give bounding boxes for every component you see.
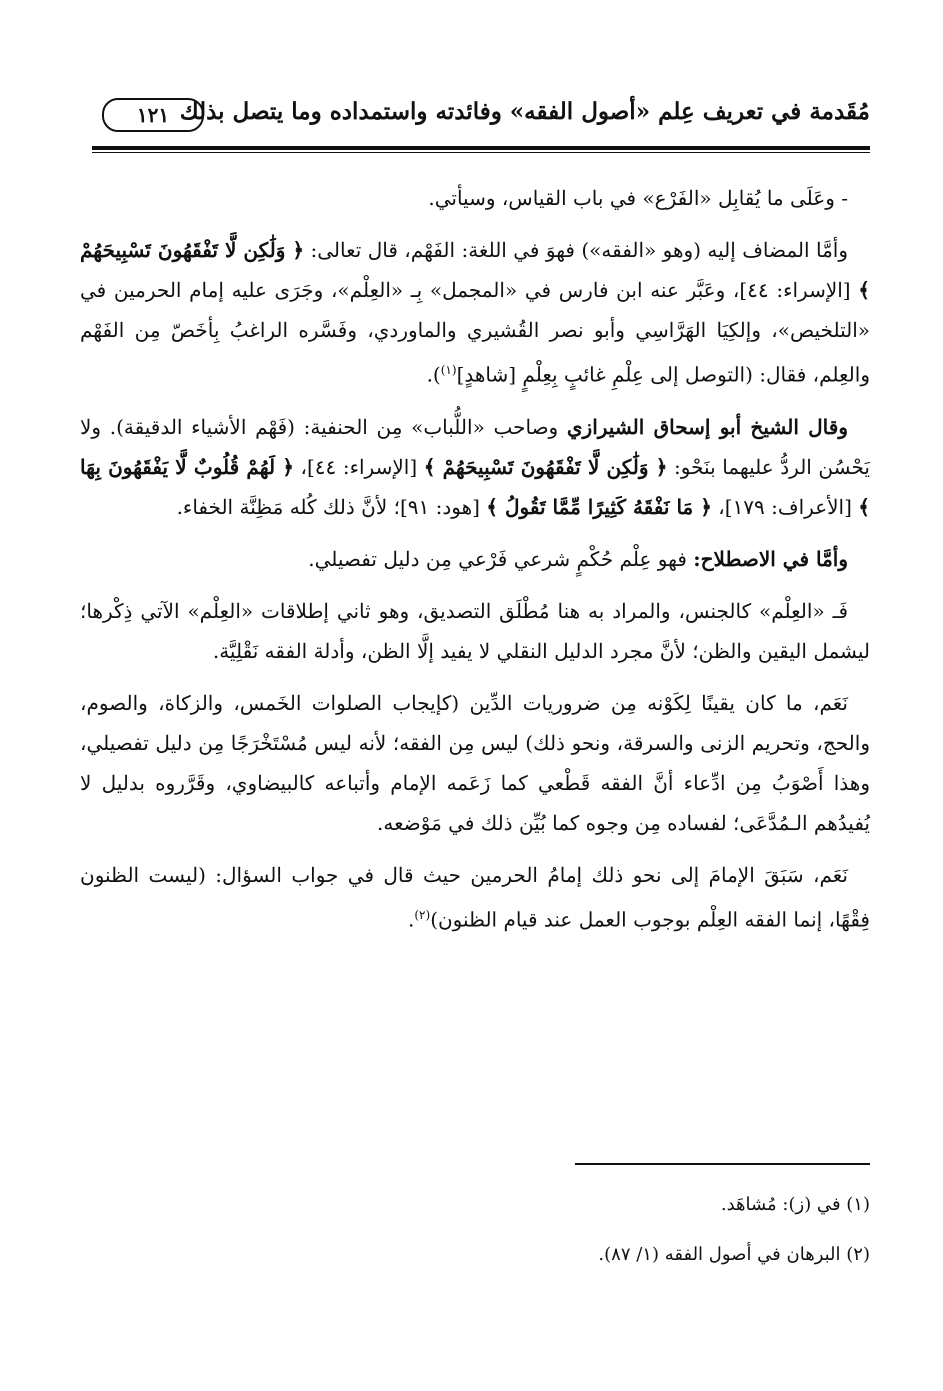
para2-text-a: وأمَّا المضاف إليه (وهو «الفقه») فهوَ في اللغة: الفَهْم، قال تعالى:	[304, 238, 848, 262]
main-text	[80, 178, 870, 951]
footnote-ref-2: (٢)	[414, 907, 431, 922]
paragraph-7	[80, 855, 870, 940]
para2-text-c: [الإسراء: ٤٤]، وعَبَّر عنه ابن فارس في «المجمل» بِـ «العِلْم»، وجَرَى عليه إمام الحرمين في «التلخيص»، وإلكِيَا الهَرَّاسِي وأبو نصر القُشيري والماوردي، وفَسَّره الراغبُ بِأخَصّ مِن الفَهْم والعِلم، فقال: (التوصل إلى عِلْمِ غائبٍ بِعِلْمٍ [شاهدٍ]	[80, 278, 870, 387]
para5-text: فَـ «العِلْم» كالجنس، والمراد به هنا مُطْلَق التصديق، وهو ثاني إطلاقات «العِلْم» الآتي ذِكْرها؛ ليشمل اليقين والظن؛ لأنَّ مجرد الدليل النقلي لا يفيد إلَّا الظن، وأدلة الفقه نَقْلِيَّة.	[80, 598, 870, 663]
paragraph-1	[80, 178, 870, 218]
header-rule-thick	[92, 146, 870, 150]
footnote-ref-1: (١)	[440, 363, 457, 377]
header-rule-thin	[92, 152, 870, 153]
page-header	[92, 92, 870, 142]
para2-text-d: ).	[426, 362, 441, 387]
para3-text-b: وصاحب «اللُّباب» مِن الحنفية: (فَهْم الأشياء الدقيقة). ولا يَحْسُن الردُّ عليهما بنَحْو:	[80, 414, 870, 479]
para7-text-b: .	[408, 907, 415, 932]
quran-verse: ﴿ وَلَٰكِن لَّا تَفْقَهُونَ تَسْبِيحَهُمْ ﴾	[423, 454, 668, 479]
quran-verse: ﴿ مَا نَفْقَهُ كَثِيرًا مِّمَّا تَقُولُ ﴾	[486, 494, 712, 519]
definition-text: فهو عِلْم حُكْمٍ شرعي فَرْعي مِن دليل تفصيلي.	[308, 546, 694, 571]
footnote-1: (١) في (ز): مُشاهَد.	[720, 1194, 870, 1215]
paragraph-5	[80, 591, 870, 671]
para3-text-d: [الإسراء: ٤٤]،	[293, 454, 424, 479]
para3-text-h: [هود: ٩١]؛ لأنَّ ذلك كُله مَظِنَّة الخفاء.	[176, 494, 487, 519]
para7-text-a: نَعَم، سَبَقَ الإمامَ إلى نحو ذلك إمامُ الحرمين حيث قال في جواب السؤال: (ليست الظنون فِقْهًا، إنما الفقه العِلْم بوجوب العمل عند قيام الظنون)	[80, 862, 870, 932]
footnotes	[80, 1190, 870, 1290]
quran-verse: ﴿ وَلَٰكِن لَّا تَفْقَهُونَ تَسْبِيحَهُمْ ﴾	[80, 238, 870, 302]
running-title: مُقَدمة في تعريف عِلم «أصول الفقه» وفائدته واستمداده وما يتصل بذلك	[179, 98, 870, 125]
footnote-2: (٢) البرهان في أصول الفقه (١/ ٨٧).	[598, 1244, 870, 1265]
term-heading: وأمَّا في الاصطلاح:	[693, 546, 848, 571]
paragraph-6	[80, 683, 870, 843]
paragraph-2	[80, 230, 870, 395]
para1-text: - وعَلَى ما يُقابِل «الفَرْع» في باب القياس، وسيأتي.	[428, 186, 848, 210]
page-number-badge: ١٢١	[102, 98, 204, 132]
paragraph-3	[80, 407, 870, 527]
quran-verse: ﴿ لَهُمْ قُلُوبٌ لَّا يَفْقَهُونَ بِهَا ﴾	[80, 454, 870, 519]
paragraph-4	[80, 539, 870, 579]
scholar-name: وقال الشيخ أبو إسحاق الشيرازي	[566, 414, 848, 439]
para6-text: نَعَم، ما كان يقينًا لِكَوْنه مِن ضروريات الدِّين (كإيجاب الصلوات الخَمس، والزكاة، والصوم، والحج، وتحريم الزنى والسرقة، ونحو ذلك) ليس مِن الفقه؛ لأنه ليس مُسْتَخْرَجًا مِن دليل تفصيلي، وهذا أَصْوَبُ مِن ادِّعاء أنَّ الفقه قَطْعي كما زَعَمه الإمام وأتباعه كالبيضاوي، وقَرَّروه بدليل لا يُفيدُهم الـمُدَّعَى؛ لفساده مِن وجوه كما بُيِّن ذلك في مَوْضعه.	[80, 690, 870, 835]
footnote-separator	[575, 1163, 870, 1165]
para3-text-f: [الأعراف: ١٧٩]،	[711, 494, 859, 519]
